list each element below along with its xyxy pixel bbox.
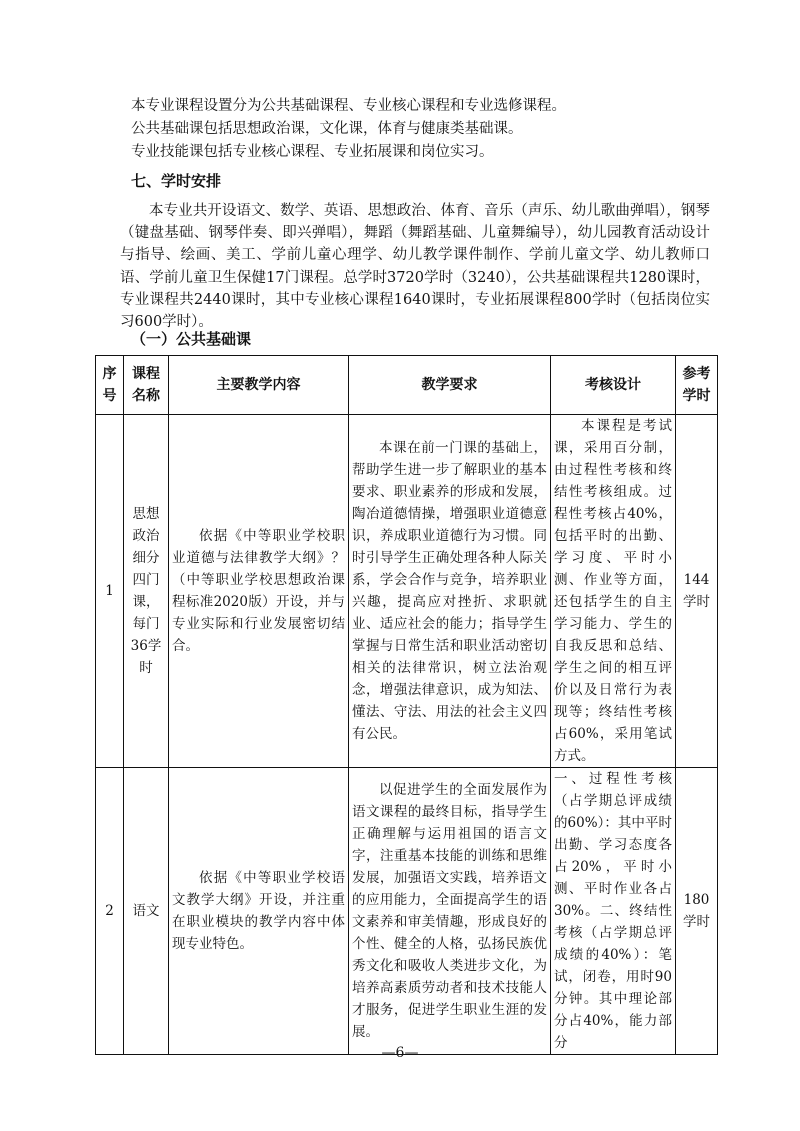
table-header-row [96, 356, 718, 415]
page-number: —6— [381, 1045, 419, 1061]
row-requirements: 本课在前一门课的基础上，帮助学生进一步了解职业的基本要求、职业素养的形成和发展，陶冶道德情操，增强职业道德意识，养成职业道德行为习惯。同时引导学生正确处理各种人际关系，学会合作与竞争，培养职业兴趣，提高应对挫折、求职就业、适应社会的能力；指导学生掌握与日常生活和职业活动密切相关的法律常识，树立法治观念，增强法律意识，成为知法、懂法、守法、用法的社会主义四有公民。 [349, 415, 551, 768]
intro-line-3: 专业技能课包括专业核心课程、专业拓展课和岗位实习。 [131, 144, 494, 160]
row-course-name: 语文 [124, 768, 169, 1055]
header-main-content: 主要教学内容 [169, 356, 349, 415]
intro-line-1: 本专业课程设置分为公共基础课程、专业核心课程和专业选修课程。 [131, 98, 566, 114]
row-hours: 180学时 [676, 768, 718, 1055]
header-assessment: 考核设计 [551, 356, 676, 415]
header-requirements: 教学要求 [349, 356, 551, 415]
course-table [95, 355, 718, 1055]
intro-line-2: 公共基础课包括思想政治课，文化课，体育与健康类基础课。 [131, 121, 523, 137]
header-hours: 参考学时 [676, 356, 718, 415]
subsection-heading: （一）公共基础课 [131, 330, 252, 348]
row-assessment: 本课程是考试课，采用百分制，由过程性考核和终结性考核组成。过程性考核占40%，包括平时的出勤、学习度、平时小测、作业等方面，还包括学生的自主学习能力、学生的自我反思和总结、学生之间的相互评价以及日常行为表现等；终结性考核占60%，采用笔试方式。 [551, 415, 676, 768]
section-heading: 七、学时安排 [131, 172, 222, 190]
row-requirements: 以促进学生的全面发展作为语文课程的最终目标，指导学生正确理解与运用祖国的语言文字，注重基本技能的训练和思维发展，加强语文实践，培养语文的应用能力，全面提高学生的语文素养和审美情趣，形成良好的个性、健全的人格，弘扬民族优秀文化和吸收人类进步文化，为培养高素质劳动者和技术技能人才服务，促进学生职业生涯的发展。 [349, 768, 551, 1055]
row-seq: 2 [96, 768, 124, 1055]
row-hours: 144学时 [676, 415, 718, 768]
header-course-name: 课程名称 [124, 356, 169, 415]
table-row [96, 415, 718, 768]
header-seq: 序号 [96, 356, 124, 415]
row-main-content: 依据《中等职业学校语文教学大纲》开设，并注重在职业模块的教学内容中体现专业特色。 [169, 768, 349, 1055]
row-assessment: 一、过程性考核（占学期总评成绩的60%）：其中平时出勤、学习态度各占20%，平时小测、平时作业各占30%。二、终结性考核（占学期总评成绩的40%）：笔试，闭卷，用时90分钟。其中理论部分占40%，能力部分 [551, 768, 676, 1055]
row-seq: 1 [96, 415, 124, 768]
row-course-name: 思想政治细分四门课，每门36学时 [124, 415, 169, 768]
row-main-content: 依据《中等职业学校职业道德与法律教学大纲》？（中等职业学校思想政治课程标准2020版）开设，并与专业实际和行业发展密切结合。 [169, 415, 349, 768]
section-paragraph: 本专业共开设语文、数学、英语、思想政治、体育、音乐（声乐、幼儿歌曲弹唱），钢琴（键盘基础、钢琴伴奏、即兴弹唱），舞蹈（舞蹈基础、儿童舞编导），幼儿园教育活动设计与指导、绘画、美工、学前儿童心理学、幼儿教学课件制作、学前儿童文学、幼儿教师口语、学前儿童卫生保健17门课程。总学时3720学时（3240），公共基础课程共1280课时，专业课程共2440课时，其中专业核心课程1640课时，专业拓展课程800学时（包括岗位实习600学时）。 [120, 203, 710, 331]
table-row [96, 768, 718, 1055]
